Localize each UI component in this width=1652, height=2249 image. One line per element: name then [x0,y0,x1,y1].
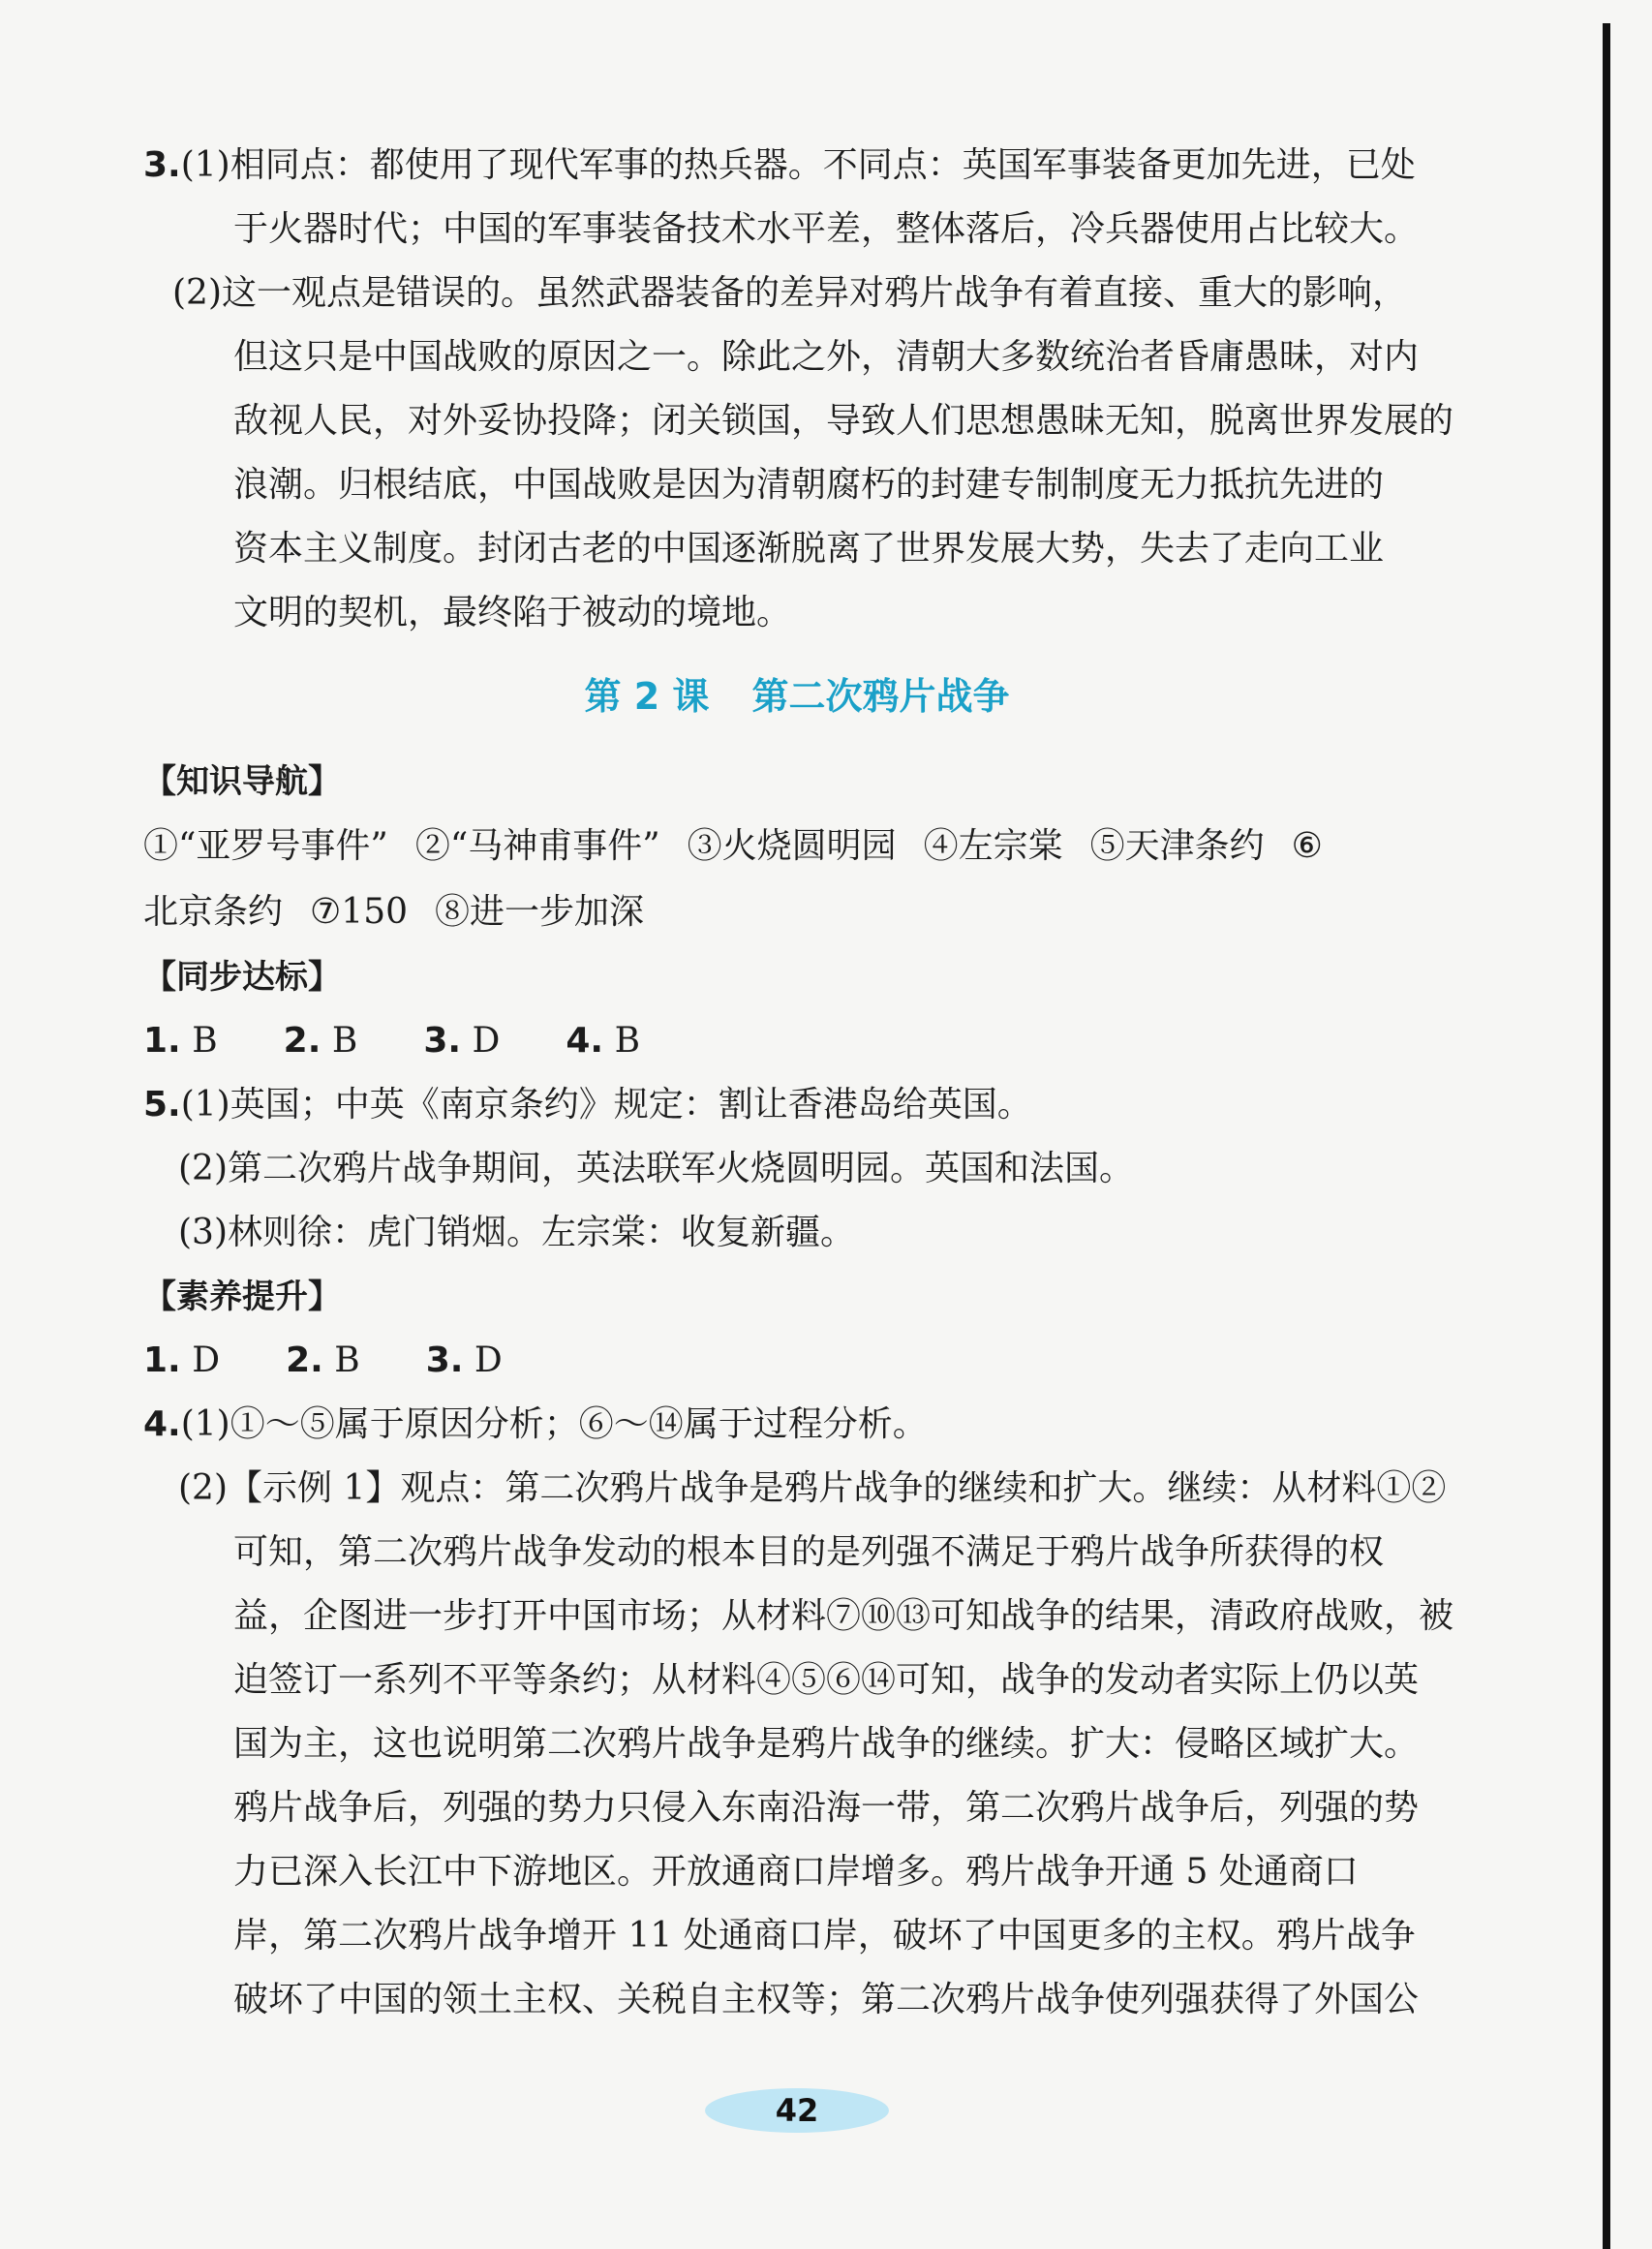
question-number: 5. [143,1085,181,1124]
q5-line: (2)第二次鸦片战争期间，英法联军火烧圆明园。英国和法国。 [178,1149,1134,1188]
q4-part2-line: (2)【示例 1】观点：第二次鸦片战争是鸦片战争的继续和扩大。继续：从材料①② [178,1468,1447,1508]
q5-line: (3)林则徐：虎门销烟。左宗棠：收复新疆。 [178,1213,855,1252]
q3-part2-line: 浪潮。归根结底，中国战败是因为清朝腐朽的封建专制制度无力抵抗先进的 [233,465,1385,505]
page-content [143,134,1454,2032]
q3-part1-line: 3.(1)相同点：都使用了现代军事的热兵器。不同点：英国军事装备更加先进，已处 [143,145,1416,185]
section-heading-knowledge: 【知识导航】 [143,762,341,801]
answer-item: 3. D [423,1021,501,1061]
page-edge-shadow [1603,23,1610,2249]
q4-part2-line: 破坏了中国的领土主权、关税自主权等；第二次鸦片战争使列强获得了外国公 [233,1980,1420,2019]
knowledge-items [143,814,1451,879]
answer-item: 2. B [286,1340,360,1380]
knowledge-item: ⑤天津条约 [1089,826,1265,866]
q3-part2-line: 资本主义制度。封闭古老的中国逐渐脱离了世界发展大势，失去了走向工业 [233,529,1385,569]
section-heading-improve: 【素养提升】 [143,1278,341,1316]
knowledge-item: 北京条约 [143,892,284,932]
knowledge-item: ④左宗棠 [923,826,1063,866]
q3-part2-line: 文明的契机，最终陷于被动的境地。 [233,593,792,632]
q5-line: 5.(1)英国；中英《南京条约》规定：割让香港岛给英国。 [143,1085,1032,1124]
knowledge-item: ②“马神甫事件” [414,826,660,866]
q3-part2-line: 但这只是中国战败的原因之一。除此之外，清朝大多数统治者昏庸愚昧，对内 [233,337,1420,377]
knowledge-item: ⑧进一步加深 [435,892,645,932]
lesson-name: 第二次鸦片战争 [751,675,1010,718]
q4-part2-line: 益，企图进一步打开中国市场；从材料⑦⑩⑬可知战争的结果，清政府战败，被 [233,1596,1454,1636]
q3-part2-line: 敌视人民，对外妥协投降；闭关锁国，导致人们思想愚昧无知，脱离世界发展的 [233,401,1454,441]
section-heading-sync: 【同步达标】 [143,958,341,997]
question-number: 3. [143,145,181,185]
choice-answers [143,1329,1451,1393]
knowledge-items [143,879,1451,945]
q3-part1-line: 于火器时代；中国的军事装备技术水平差，整体落后，冷兵器使用占比较大。 [233,209,1420,249]
page-number: 42 [705,2088,889,2133]
answer-item: 1. D [143,1340,221,1380]
answer-item: 4. B [566,1021,641,1061]
knowledge-item: ⑥ [1291,826,1323,866]
q4-part2-line: 可知，第二次鸦片战争发动的根本目的是列强不满足于鸦片战争所获得的权 [233,1532,1385,1572]
answer-item: 3. D [425,1340,503,1380]
knowledge-item: ①“亚罗号事件” [143,826,388,866]
q4-part2-line: 力已深入长江中下游地区。开放通商口岸增多。鸦片战争开通 5 处通商口 [233,1852,1359,1892]
answer-item: 2. B [283,1021,358,1061]
knowledge-item: ⑦150 [310,892,409,932]
lesson-number: 第 2 课 [584,675,710,718]
question-number: 4. [143,1404,181,1444]
q3-part2-line: (2)这一观点是错误的。虽然武器装备的差异对鸦片战争有着直接、重大的影响， [172,273,1407,313]
knowledge-item: ③火烧圆明园 [687,826,897,866]
q4-part2-line: 迫签订一系列不平等条约；从材料④⑤⑥⑭可知，战争的发动者实际上仍以英 [233,1660,1420,1700]
answer-item: 1. B [143,1021,218,1061]
choice-answers [143,1009,1451,1073]
q4-part2-line: 岸，第二次鸦片战争增开 11 处通商口岸，破坏了中国更多的主权。鸦片战争 [233,1916,1416,1956]
lesson-title [143,664,1451,728]
q4-part2-line: 国为主，这也说明第二次鸦片战争是鸦片战争的继续。扩大：侵略区域扩大。 [233,1724,1420,1764]
q4-part2-line: 鸦片战争后，列强的势力只侵入东南沿海一带，第二次鸦片战争后，列强的势 [233,1788,1420,1828]
q4-line: 4.(1)①～⑤属于原因分析；⑥～⑭属于过程分析。 [143,1404,928,1444]
